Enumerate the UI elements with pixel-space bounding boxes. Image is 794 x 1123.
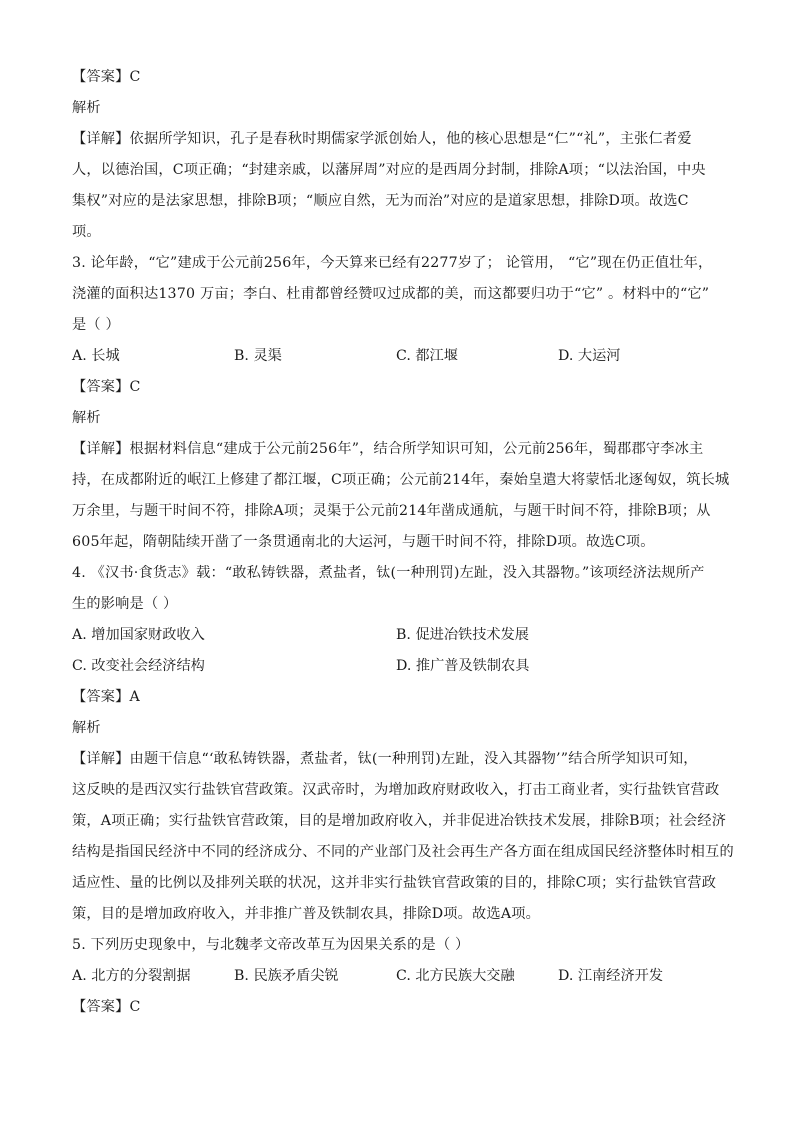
q5-option-d: D. 江南经济开发 xyxy=(558,968,664,984)
q4-option-c: C. 改变社会经济结构 xyxy=(72,658,205,674)
q4-detail-line: 这反映的是西汉实行盐铁官营政策。汉武帝时，为增加政府财政收入，打击工商业者，实行盐铁官营政 xyxy=(72,782,720,798)
q4-stem-line: 生的影响是（ ） xyxy=(72,596,178,612)
q4-detail-line: 策，A项正确；实行盐铁官营政策，目的是增加政府收入，并非促进冶铁技术发展，排除B项；社会经济 xyxy=(72,813,727,829)
q2-detail-line: 集权”对应的是法家思想，排除B项；“顺应自然，无为而治”对应的是道家思想，排除D项。故选C xyxy=(72,193,689,209)
q3-stem-line: 是（ ） xyxy=(72,317,120,333)
q4-analysis-heading: 解析 xyxy=(72,720,101,736)
q3-detail-line: 万余里，与题干时间不符，排除A项；灵渠于公元前214年凿成通航，与题干时间不符，排除B项；从 xyxy=(72,503,711,519)
q3-answer: 【答案】C xyxy=(72,379,141,395)
q5-options xyxy=(72,961,742,992)
q3-detail-line: 持，在成都附近的岷江上修建了都江堰，C项正确；公元前214年，秦始皇遣大将蒙恬北逐匈奴，筑长城 xyxy=(72,472,730,488)
q4-option-d: D. 推广普及铁制农具 xyxy=(396,658,530,674)
q5-option-b: B. 民族矛盾尖锐 xyxy=(234,968,339,984)
q3-options xyxy=(72,341,742,372)
q5-answer: 【答案】C xyxy=(72,999,141,1015)
q5-stem-line: 5. 下列历史现象中，与北魏孝文帝改革互为因果关系的是（ ） xyxy=(72,937,470,953)
q2-detail-line: 人，以德治国，C项正确；“封建亲戚，以藩屏周”对应的是西周分封制，排除A项；“以法治国，中央 xyxy=(72,162,706,178)
q4-detail-line: 适应性、量的比例以及排列关联的状况，这并非实行盐铁官营政策的目的，排除C项；实行盐铁官营政 xyxy=(72,875,717,891)
q4-option-a: A. 增加国家财政收入 xyxy=(72,627,205,643)
q3-stem-line: 3. 论年龄，“它”建成于公元前256年，今天算来已经有2277岁了； 论管用， “它”现在仍正值壮年， xyxy=(72,255,713,271)
q3-detail-line: 605年起，隋朝陆续开凿了一条贯通南北的大运河，与题干时间不符，排除D项。故选C项。 xyxy=(72,534,655,550)
q3-option-a: A. 长城 xyxy=(72,348,120,364)
q3-option-b: B. 灵渠 xyxy=(234,348,282,364)
q4-options-row-1 xyxy=(72,620,742,651)
q2-answer: 【答案】C xyxy=(72,69,141,85)
q3-stem-line: 浇灌的面积达1370 万亩；李白、杜甫都曾经赞叹过成都的美，而这都要归功于“它” 。材料中的“它” xyxy=(72,286,710,302)
q4-options-row-2 xyxy=(72,651,742,682)
q3-analysis-heading: 解析 xyxy=(72,410,101,426)
q2-analysis-heading: 解析 xyxy=(72,100,101,116)
q4-answer: 【答案】A xyxy=(72,689,140,705)
q3-detail-line: 【详解】根据材料信息“建成于公元前256年”，结合所学知识可知，公元前256年，蜀郡郡守李冰主 xyxy=(72,441,704,457)
q4-detail-line: 结构是指国民经济中不同的经济成分、不同的产业部门及社会再生产各方面在组成国民经济整体时相互的 xyxy=(72,844,734,860)
q3-option-c: C. 都江堰 xyxy=(396,348,458,364)
q4-stem-line: 4. 《汉书·食货志》载：“敢私铸铁器，煮盐者，钛(一种刑罚)左趾，没入其器物。”该项经济法规所产 xyxy=(72,565,705,581)
q4-detail-line: 策，目的是增加政府收入，并非推广普及铁制农具，排除D项。故选A项。 xyxy=(72,906,541,922)
q5-option-c: C. 北方民族大交融 xyxy=(396,968,515,984)
q2-detail-line: 项。 xyxy=(72,224,101,240)
q4-detail-line: 【详解】由题干信息“‘敢私铸铁器，煮盐者，钛(一种刑罚)左趾，没入其器物’”结合所学知识可知， xyxy=(72,751,698,767)
document-page xyxy=(72,62,742,1023)
q2-detail-line: 【详解】依据所学知识，孔子是春秋时期儒家学派创始人，他的核心思想是“仁”“礼”，主张仁者爱 xyxy=(72,131,692,147)
q5-option-a: A. 北方的分裂割据 xyxy=(72,968,191,984)
q3-option-d: D. 大运河 xyxy=(558,348,621,364)
q4-option-b: B. 促进冶铁技术发展 xyxy=(396,627,529,643)
